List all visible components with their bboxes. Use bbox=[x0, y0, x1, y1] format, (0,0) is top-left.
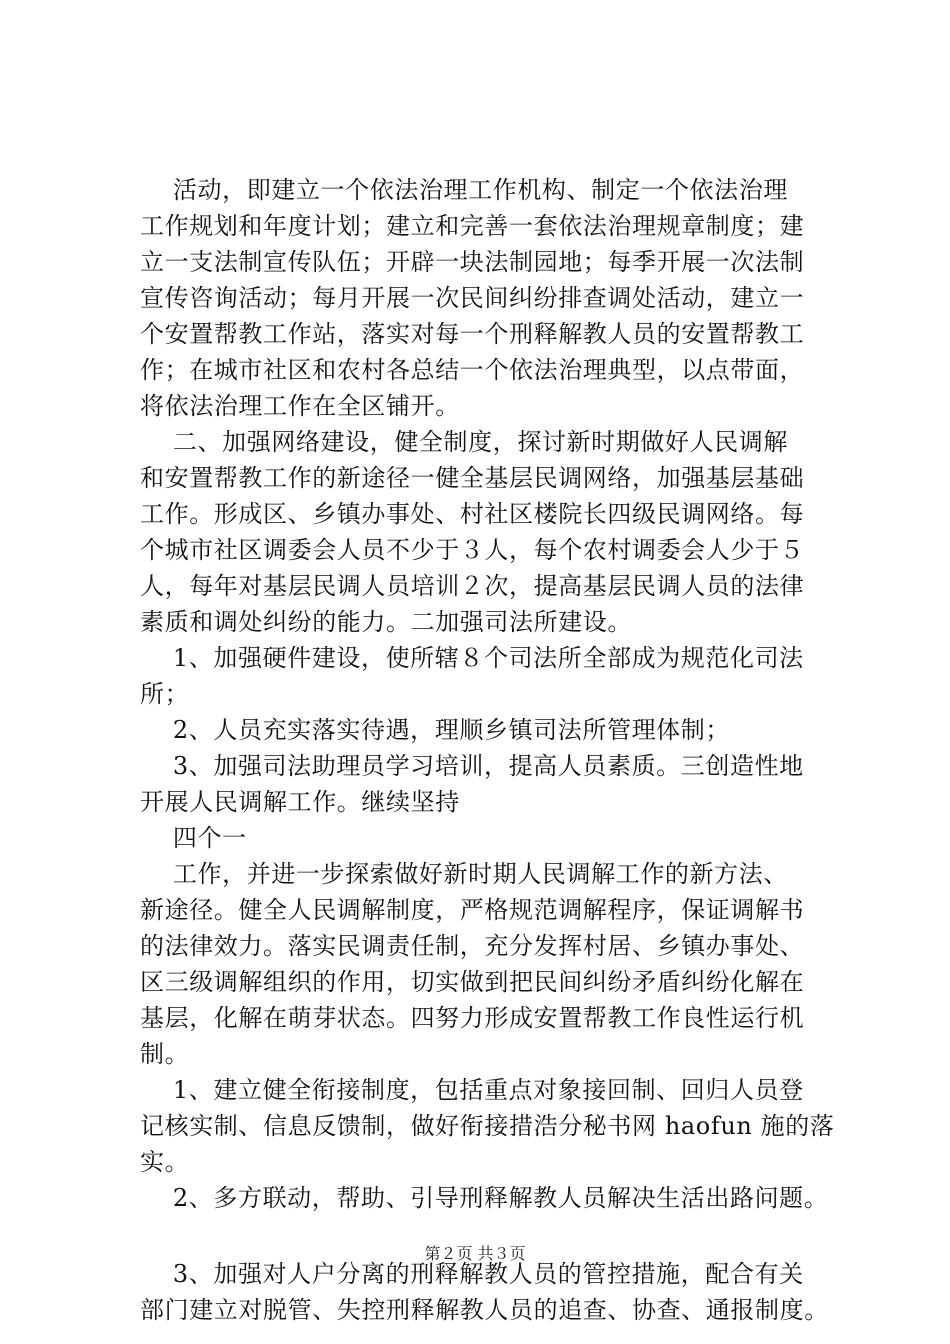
body-line: 个城市社区调委会人员不少于３人，每个农村调委会人少于５ bbox=[140, 536, 805, 564]
body-line: 工作规划和年度计划；建立和完善一套依法治理规章制度；建 bbox=[140, 212, 805, 240]
body-line: 实。 bbox=[140, 1148, 190, 1176]
body-line: 制。 bbox=[140, 1040, 190, 1068]
body-line: 2、人员充实落实待遇，理顺乡镇司法所管理体制； bbox=[140, 716, 730, 744]
body-line: 素质和调处纠纷的能力。二加强司法所建设。 bbox=[140, 608, 632, 636]
body-line: 工作，并进一步探索做好新时期人民调解工作的新方法、 bbox=[140, 860, 788, 888]
body-line: 作；在城市社区和农村各总结一个依法治理典型，以点带面， bbox=[140, 356, 805, 384]
body-line: 工作。形成区、乡镇办事处、村社区楼院长四级民调网络。每 bbox=[140, 500, 805, 528]
page-footer: 第２页 共３页 bbox=[424, 1244, 526, 1263]
body-line: 3、加强对人户分离的刑释解教人员的管控措施，配合有关 bbox=[140, 1260, 804, 1288]
body-line: 活动，即建立一个依法治理工作机构、制定一个依法治理 bbox=[140, 176, 788, 204]
body-line: 将依法治理工作在全区铺开。 bbox=[140, 392, 460, 420]
document-body bbox=[140, 172, 840, 1328]
body-line: 和安置帮教工作的新途径一健全基层民调网络，加强基层基础 bbox=[140, 464, 805, 492]
body-line: 1、加强硬件建设，使所辖８个司法所全部成为规范化司法 bbox=[140, 644, 804, 672]
body-line: 人，每年对基层民调人员培训２次，提高基层民调人员的法律 bbox=[140, 572, 805, 600]
body-line: 部门建立对脱管、失控刑释解教人员的追查、协查、通报制度。 bbox=[140, 1296, 829, 1324]
body-line: 区三级调解组织的作用，切实做到把民间纠纷矛盾纠纷化解在 bbox=[140, 968, 805, 996]
body-line: 宣传咨询活动；每月开展一次民间纠纷排查调处活动，建立一 bbox=[140, 284, 805, 312]
body-line: 2、多方联动，帮助、引导刑释解教人员解决生活出路问题。 bbox=[140, 1184, 829, 1212]
body-line: 基层，化解在萌芽状态。四努力形成安置帮教工作良性运行机 bbox=[140, 1004, 805, 1032]
body-line: 的法律效力。落实民调责任制，充分发挥村居、乡镇办事处、 bbox=[140, 932, 805, 960]
body-line: 记核实制、信息反馈制，做好衔接措浩分秘书网 haofun 施的落 bbox=[140, 1112, 835, 1140]
body-line: 3、加强司法助理员学习培训，提高人员素质。三创造性地 bbox=[140, 752, 804, 780]
body-line: 四个一 bbox=[140, 824, 247, 852]
body-line: 新途径。健全人民调解制度，严格规范调解程序，保证调解书 bbox=[140, 896, 805, 924]
body-line: 个安置帮教工作站，落实对每一个刑释解教人员的安置帮教工 bbox=[140, 320, 805, 348]
body-line: 立一支法制宣传队伍；开辟一块法制园地；每季开展一次法制 bbox=[140, 248, 805, 276]
body-line: 开展人民调解工作。继续坚持 bbox=[140, 788, 460, 816]
body-line: 二、加强网络建设，健全制度，探讨新时期做好人民调解 bbox=[140, 428, 788, 456]
body-line: 所； bbox=[140, 680, 190, 708]
body-line: 1、建立健全衔接制度，包括重点对象接回制、回归人员登 bbox=[140, 1076, 804, 1104]
